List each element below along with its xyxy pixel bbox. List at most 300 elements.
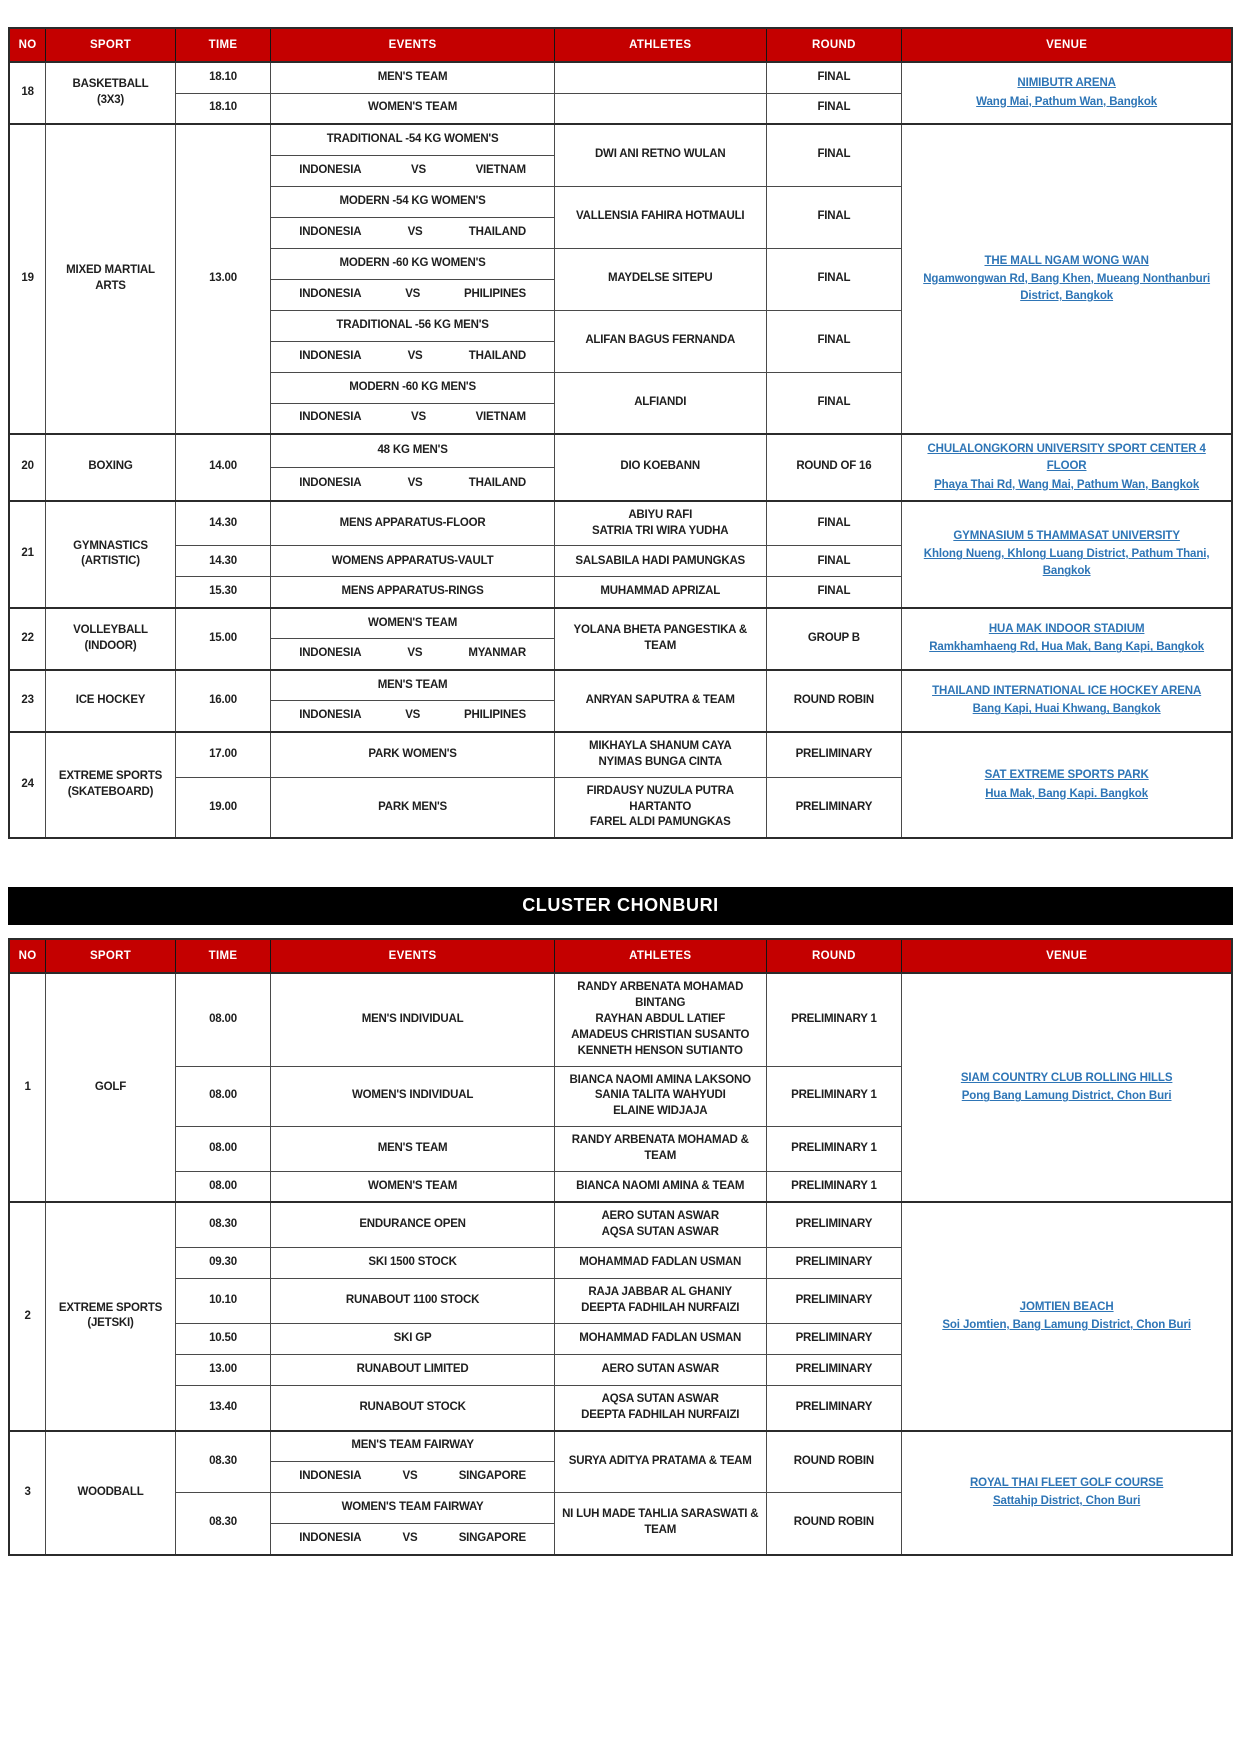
cell-versus: [271, 1462, 555, 1493]
cell-round: [766, 546, 902, 577]
cell-no: [9, 434, 46, 501]
event-name: MEN'S TEAM: [377, 1142, 448, 1155]
cell-round: [766, 93, 902, 124]
cell-sport: [46, 670, 176, 732]
event-name: ENDURANCE OPEN: [359, 1218, 466, 1231]
column-header-time: TIME: [175, 28, 270, 62]
athlete-name: AERO SUTAN ASWAR: [601, 1362, 719, 1375]
cell-athletes: [554, 1171, 766, 1202]
venue-address-link[interactable]: Wang Mai, Pathum Wan, Bangkok: [976, 95, 1158, 108]
column-header-no: NO: [9, 28, 46, 62]
row-number: 2: [24, 1309, 31, 1322]
cell-athletes: [554, 608, 766, 670]
versus-row: [275, 287, 550, 303]
cell-round: [766, 577, 902, 608]
vs-home-country: INDONESIA: [299, 163, 362, 176]
cell-athletes: [554, 777, 766, 838]
cell-event: [271, 973, 555, 1066]
cell-event: [271, 1431, 555, 1462]
athlete-name: BIANCA NAOMI AMINA & TEAM: [576, 1179, 745, 1192]
sport-name: (JETSKI): [87, 1317, 134, 1330]
cell-time: [175, 62, 270, 93]
cell-time: [175, 1323, 270, 1354]
table-row: [9, 62, 1232, 93]
cell-athletes: [554, 1385, 766, 1430]
cell-round: [766, 1323, 902, 1354]
vs-away-country: THAILAND: [468, 349, 526, 362]
cell-event: [271, 670, 555, 701]
cell-time: [175, 1127, 270, 1172]
cell-venue: [902, 670, 1232, 732]
cell-round: [766, 1127, 902, 1172]
athlete-name: DEEPTA FADHILAH NURFAIZI: [581, 1408, 740, 1421]
event-name: TRADITIONAL -54 KG WOMEN'S: [326, 132, 499, 145]
cell-round: [766, 501, 902, 546]
sport-name: VOLLEYBALL: [73, 624, 148, 637]
sport-name: GOLF: [94, 1080, 127, 1093]
round-value: FINAL: [817, 148, 851, 161]
vs-away-country: SINGAPORE: [458, 1470, 526, 1483]
cell-round: [766, 248, 902, 310]
event-name: MENS APPARATUS-FLOOR: [339, 516, 486, 529]
time-value: 14.00: [209, 460, 237, 473]
event-name: SKI GP: [393, 1331, 432, 1344]
table-row: [9, 1431, 1232, 1462]
sport-name: (SKATEBOARD): [67, 786, 154, 799]
venue-name-link[interactable]: SAT EXTREME SPORTS PARK: [984, 769, 1149, 782]
schedule-table-bangkok: [8, 27, 1233, 839]
cell-athletes: [554, 732, 766, 777]
athlete-name: MAYDELSE SITEPU: [607, 272, 713, 285]
time-value: 15.30: [209, 585, 237, 598]
time-value: 15.00: [209, 632, 237, 645]
venue-name-link[interactable]: ROYAL THAI FLEET GOLF COURSE: [969, 1476, 1164, 1489]
cell-athletes: [554, 1431, 766, 1493]
table-row: [9, 973, 1232, 1066]
event-name: RUNABOUT 1100 STOCK: [345, 1294, 480, 1306]
vs-away-country: PHILIPINES: [464, 709, 526, 722]
cell-round: [766, 1354, 902, 1385]
section-title-cluster-chonburi: CLUSTER CHONBURI: [8, 887, 1233, 925]
cell-versus: [271, 701, 555, 732]
cell-no: [9, 1202, 46, 1430]
venue-address-link[interactable]: Sattahip District, Chon Buri: [992, 1495, 1141, 1508]
sport-name: WOODBALL: [77, 1485, 144, 1498]
cell-time: [175, 1493, 270, 1555]
round-value: PRELIMINARY: [795, 1400, 873, 1413]
cell-no: [9, 670, 46, 732]
time-value: 18.10: [209, 70, 237, 83]
cell-round: [766, 1431, 902, 1493]
vs-label: VS: [407, 225, 423, 238]
cell-time: [175, 434, 270, 501]
sport-name: BASKETBALL: [72, 78, 149, 91]
cell-event: [271, 1171, 555, 1202]
cell-round: [766, 608, 902, 670]
cell-venue: [902, 973, 1232, 1202]
event-name: MENS APPARATUS-RINGS: [341, 585, 484, 598]
cell-versus: [271, 155, 555, 186]
cell-event: [271, 1279, 555, 1324]
cell-athletes: [554, 372, 766, 434]
event-name: WOMENS APPARATUS-VAULT: [331, 554, 494, 567]
round-value: PRELIMINARY: [795, 1256, 873, 1269]
cell-no: [9, 1431, 46, 1555]
table-row: [9, 608, 1232, 639]
event-name: WOMEN'S INDIVIDUAL: [351, 1089, 474, 1102]
row-number: 20: [21, 460, 34, 473]
cell-event: [271, 777, 555, 838]
venue-address-link[interactable]: Ngamwongwan Rd, Bang Khen, Mueang Nonthanburi District, Bangkok: [923, 272, 1211, 303]
athlete-name: RANDY ARBENATA MOHAMAD BINTANG: [577, 981, 744, 1010]
athlete-name: ALIFAN BAGUS FERNANDA: [585, 334, 736, 347]
cell-event: [271, 93, 555, 124]
event-name: PARK WOMEN'S: [368, 747, 457, 760]
cell-athletes: [554, 670, 766, 732]
cell-athletes: [554, 434, 766, 501]
cell-no: [9, 973, 46, 1202]
venue-address-link[interactable]: Bang Kapi, Huai Khwang, Bangkok: [972, 703, 1161, 716]
cell-venue: [902, 501, 1232, 608]
vs-away-country: THAILAND: [468, 225, 526, 238]
cell-time: [175, 1431, 270, 1493]
cell-round: [766, 1279, 902, 1324]
versus-row: [275, 646, 550, 662]
cell-athletes: [554, 93, 766, 124]
venue-address-link[interactable]: Phaya Thai Rd, Wang Mai, Pathum Wan, Bangkok: [934, 478, 1200, 491]
versus-row: [275, 1469, 550, 1485]
vs-home-country: INDONESIA: [299, 1531, 362, 1544]
column-header-events: EVENTS: [271, 28, 555, 62]
versus-row: [275, 163, 550, 179]
vs-home-country: INDONESIA: [299, 411, 362, 424]
cell-event: [271, 124, 555, 155]
athlete-name: SATRIA TRI WIRA YUDHA: [592, 524, 729, 537]
vs-label: VS: [405, 287, 421, 300]
sport-name: ICE HOCKEY: [75, 694, 146, 707]
cell-event: [271, 310, 555, 341]
cell-round: [766, 1385, 902, 1430]
cell-venue: [902, 1431, 1232, 1555]
cell-round: [766, 186, 902, 248]
venue-name-link[interactable]: THE MALL NGAM WONG WAN: [984, 254, 1149, 267]
cell-event: [271, 248, 555, 279]
athlete-name: KENNETH HENSON SUTIANTO: [577, 1044, 743, 1057]
cell-versus: [271, 403, 555, 434]
cell-time: [175, 124, 270, 434]
cell-athletes: [554, 1493, 766, 1555]
cell-athletes: [554, 62, 766, 93]
cell-athletes: [554, 124, 766, 186]
venue-name-link[interactable]: CHULALONGKORN UNIVERSITY SPORT CENTER 4 FLOOR: [927, 443, 1206, 473]
round-value: PRELIMINARY: [795, 747, 873, 760]
vs-label: VS: [405, 709, 421, 722]
cell-versus: [271, 279, 555, 310]
cell-event: [271, 372, 555, 403]
row-number: 22: [21, 632, 34, 645]
cell-sport: [46, 124, 176, 434]
versus-row: [275, 708, 550, 724]
vs-home-country: INDONESIA: [299, 225, 362, 238]
cell-event: [271, 1127, 555, 1172]
venue-name-link[interactable]: HUA MAK INDOOR STADIUM: [988, 623, 1145, 636]
cell-time: [175, 1171, 270, 1202]
vs-label: VS: [407, 647, 423, 660]
time-value: 14.30: [209, 516, 237, 529]
cell-venue: [902, 1202, 1232, 1430]
cell-athletes: [554, 310, 766, 372]
time-value: 08.30: [209, 1516, 237, 1529]
athlete-name: MOHAMMAD FADLAN USMAN: [579, 1331, 742, 1344]
cell-round: [766, 777, 902, 838]
cell-round: [766, 1202, 902, 1247]
sport-name: MIXED MARTIAL: [66, 264, 155, 277]
round-value: PRELIMINARY 1: [791, 1089, 877, 1102]
table-row: [9, 501, 1232, 546]
venue-name-link[interactable]: THAILAND INTERNATIONAL ICE HOCKEY ARENA: [932, 685, 1202, 698]
venue-address-link[interactable]: Hua Mak, Bang Kapi. Bangkok: [985, 787, 1149, 800]
cell-athletes: [554, 1202, 766, 1247]
athlete-name: FIRDAUSY NUZULA PUTRA HARTANTO: [586, 784, 734, 813]
vs-away-country: SINGAPORE: [458, 1531, 526, 1544]
athlete-name: FAREL ALDI PAMUNGKAS: [589, 816, 731, 829]
cell-time: [175, 546, 270, 577]
cell-athletes: [554, 577, 766, 608]
time-value: 17.00: [209, 747, 237, 760]
venue-name-link[interactable]: GYMNASIUM 5 THAMMASAT UNIVERSITY: [953, 529, 1180, 542]
cell-sport: [46, 1431, 176, 1555]
time-value: 18.10: [209, 101, 237, 114]
round-value: FINAL: [817, 516, 851, 529]
athlete-name: SANIA TALITA WAHYUDI: [594, 1089, 726, 1102]
cell-venue: [902, 434, 1232, 501]
cell-venue: [902, 608, 1232, 670]
cell-event: [271, 434, 555, 467]
table-row: [9, 124, 1232, 155]
table-row: [9, 1202, 1232, 1247]
cell-round: [766, 1248, 902, 1279]
row-number: 1: [24, 1080, 31, 1093]
time-value: 09.30: [209, 1256, 237, 1269]
cell-event: [271, 186, 555, 217]
cell-no: [9, 501, 46, 608]
round-value: FINAL: [817, 210, 851, 223]
cell-round: [766, 1493, 902, 1555]
cell-venue: [902, 732, 1232, 838]
venue-address-link[interactable]: Ramkhamhaeng Rd, Hua Mak, Bang Kapi, Bangkok: [929, 641, 1205, 654]
round-value: PRELIMINARY 1: [791, 1142, 877, 1155]
cell-event: [271, 1385, 555, 1430]
cell-event: [271, 577, 555, 608]
sport-name: GYMNASTICS: [73, 539, 148, 552]
column-header-round: ROUND: [766, 939, 902, 973]
round-value: FINAL: [817, 272, 851, 285]
time-value: 08.00: [209, 1142, 237, 1155]
time-value: 13.00: [209, 272, 237, 285]
venue-name-link[interactable]: SIAM COUNTRY CLUB ROLLING HILLS: [960, 1072, 1173, 1085]
event-name: MEN'S TEAM: [377, 70, 448, 83]
cell-time: [175, 608, 270, 670]
cell-round: [766, 973, 902, 1066]
athlete-name: AQSA SUTAN ASWAR: [601, 1392, 719, 1405]
cell-versus: [271, 341, 555, 372]
sport-name: BOXING: [88, 460, 133, 473]
athlete-name: RAJA JABBAR AL GHANIY: [588, 1286, 733, 1299]
cell-versus: [271, 217, 555, 248]
vs-away-country: THAILAND: [468, 476, 526, 489]
versus-row: [275, 410, 550, 426]
time-value: 19.00: [209, 800, 237, 813]
round-value: FINAL: [817, 70, 851, 83]
cell-sport: [46, 62, 176, 124]
header-row: [9, 28, 1232, 62]
cell-sport: [46, 1202, 176, 1430]
vs-label: VS: [407, 476, 423, 489]
round-value: ROUND OF 16: [796, 460, 872, 473]
cell-round: [766, 670, 902, 732]
event-name: WOMEN'S TEAM: [368, 616, 458, 629]
cell-athletes: [554, 546, 766, 577]
athlete-name: SALSABILA HADI PAMUNGKAS: [575, 554, 746, 567]
cell-versus: [271, 639, 555, 670]
vs-away-country: PHILIPINES: [464, 287, 526, 300]
cell-athletes: [554, 1248, 766, 1279]
row-number: 21: [21, 547, 34, 560]
row-number: 3: [24, 1485, 31, 1498]
cell-time: [175, 577, 270, 608]
vs-label: VS: [410, 411, 426, 424]
vs-home-country: INDONESIA: [299, 476, 362, 489]
cell-event: [271, 1066, 555, 1127]
cell-time: [175, 973, 270, 1066]
athlete-name: RANDY ARBENATA MOHAMAD & TEAM: [571, 1134, 749, 1162]
athlete-name: AERO SUTAN ASWAR: [601, 1210, 719, 1223]
cell-versus: [271, 1524, 555, 1555]
cell-round: [766, 310, 902, 372]
cell-no: [9, 62, 46, 124]
round-value: PRELIMINARY 1: [791, 1179, 877, 1192]
round-value: ROUND ROBIN: [793, 694, 874, 707]
athlete-name: NYIMAS BUNGA CINTA: [598, 755, 722, 768]
table-row: [9, 670, 1232, 701]
cell-time: [175, 777, 270, 838]
sport-name: EXTREME SPORTS: [58, 1301, 163, 1314]
time-value: 08.00: [209, 1179, 237, 1192]
athlete-name: YOLANA BHETA PANGESTIKA & TEAM: [573, 624, 747, 652]
table-row: [9, 732, 1232, 777]
cell-round: [766, 434, 902, 501]
athlete-name: MUHAMMAD APRIZAL: [600, 585, 721, 598]
round-value: ROUND ROBIN: [793, 1516, 874, 1529]
venue-name-link[interactable]: NIMIBUTR ARENA: [1017, 77, 1116, 90]
vs-home-country: INDONESIA: [299, 1470, 362, 1483]
athlete-name: ELAINE WIDJAJA: [613, 1105, 708, 1118]
cell-time: [175, 1248, 270, 1279]
column-header-sport: SPORT: [46, 28, 176, 62]
cell-time: [175, 670, 270, 732]
column-header-events: EVENTS: [271, 939, 555, 973]
venue-name-link[interactable]: JOMTIEN BEACH: [1019, 1300, 1114, 1313]
cell-event: [271, 1248, 555, 1279]
cell-sport: [46, 973, 176, 1202]
vs-home-country: INDONESIA: [299, 349, 362, 362]
cell-event: [271, 1323, 555, 1354]
cell-athletes: [554, 501, 766, 546]
time-value: 10.50: [209, 1331, 237, 1344]
athlete-name: DWI ANI RETNO WULAN: [594, 148, 726, 161]
round-value: FINAL: [817, 585, 851, 598]
event-name: MEN'S TEAM FAIRWAY: [351, 1439, 474, 1452]
athlete-name: AMADEUS CHRISTIAN SUSANTO: [571, 1028, 750, 1041]
event-name: WOMEN'S TEAM FAIRWAY: [341, 1501, 484, 1514]
cell-time: [175, 1279, 270, 1324]
column-header-no: NO: [9, 939, 46, 973]
cell-athletes: [554, 1279, 766, 1324]
round-value: FINAL: [817, 395, 851, 408]
venue-address-link[interactable]: Khlong Nueng, Khlong Luang District, Pathum Thani, Bangkok: [923, 548, 1210, 578]
round-value: ROUND ROBIN: [793, 1454, 874, 1467]
venue-address-link[interactable]: Pong Bang Lamung District, Chon Buri: [961, 1090, 1172, 1103]
vs-label: VS: [402, 1470, 418, 1483]
vs-home-country: INDONESIA: [299, 287, 362, 300]
athlete-name: VALLENSIA FAHIRA HOTMAULI: [576, 210, 745, 223]
event-name: MODERN -54 KG WOMEN'S: [339, 194, 486, 207]
header-row: [9, 939, 1232, 973]
cell-athletes: [554, 973, 766, 1066]
athlete-name: MOHAMMAD FADLAN USMAN: [579, 1256, 742, 1269]
cell-event: [271, 1493, 555, 1524]
time-value: 13.40: [209, 1400, 237, 1413]
event-name: 48 KG MEN'S: [377, 444, 448, 456]
cell-time: [175, 93, 270, 124]
event-name: MODERN -60 KG MEN'S: [349, 380, 476, 393]
sport-name: ARTS: [95, 280, 126, 292]
athlete-name: DEEPTA FADHILAH NURFAIZI: [581, 1301, 740, 1314]
versus-row: [275, 476, 550, 492]
round-value: GROUP B: [807, 632, 860, 645]
cell-round: [766, 124, 902, 186]
column-header-round: ROUND: [766, 28, 902, 62]
event-name: MODERN -60 KG WOMEN'S: [339, 256, 486, 269]
event-name: TRADITIONAL -56 KG MEN'S: [336, 318, 489, 331]
cell-event: [271, 62, 555, 93]
cell-event: [271, 546, 555, 577]
column-header-sport: SPORT: [46, 939, 176, 973]
venue-address-link[interactable]: Soi Jomtien, Bang Lamung District, Chon Buri: [942, 1318, 1191, 1331]
cell-versus: [271, 467, 555, 500]
cell-athletes: [554, 1323, 766, 1354]
event-name: WOMEN'S TEAM: [368, 101, 458, 114]
row-number: 19: [21, 272, 34, 285]
cell-venue: [902, 124, 1232, 434]
versus-row: [275, 225, 550, 241]
cell-time: [175, 732, 270, 777]
event-name: RUNABOUT LIMITED: [356, 1362, 469, 1375]
cell-round: [766, 372, 902, 434]
event-name: RUNABOUT STOCK: [359, 1400, 466, 1413]
cell-time: [175, 1354, 270, 1385]
event-name: SKI 1500 STOCK: [368, 1256, 457, 1269]
time-value: 08.30: [209, 1454, 237, 1467]
athlete-name: NI LUH MADE TAHLIA SARASWATI & TEAM: [562, 1508, 759, 1537]
row-number: 23: [21, 694, 34, 707]
vs-label: VS: [407, 349, 423, 362]
vs-label: VS: [402, 1531, 418, 1544]
round-value: PRELIMINARY: [795, 1294, 873, 1306]
row-number: 24: [21, 778, 34, 791]
time-value: 13.00: [209, 1362, 237, 1375]
sport-name: (ARTISTIC): [81, 555, 140, 568]
